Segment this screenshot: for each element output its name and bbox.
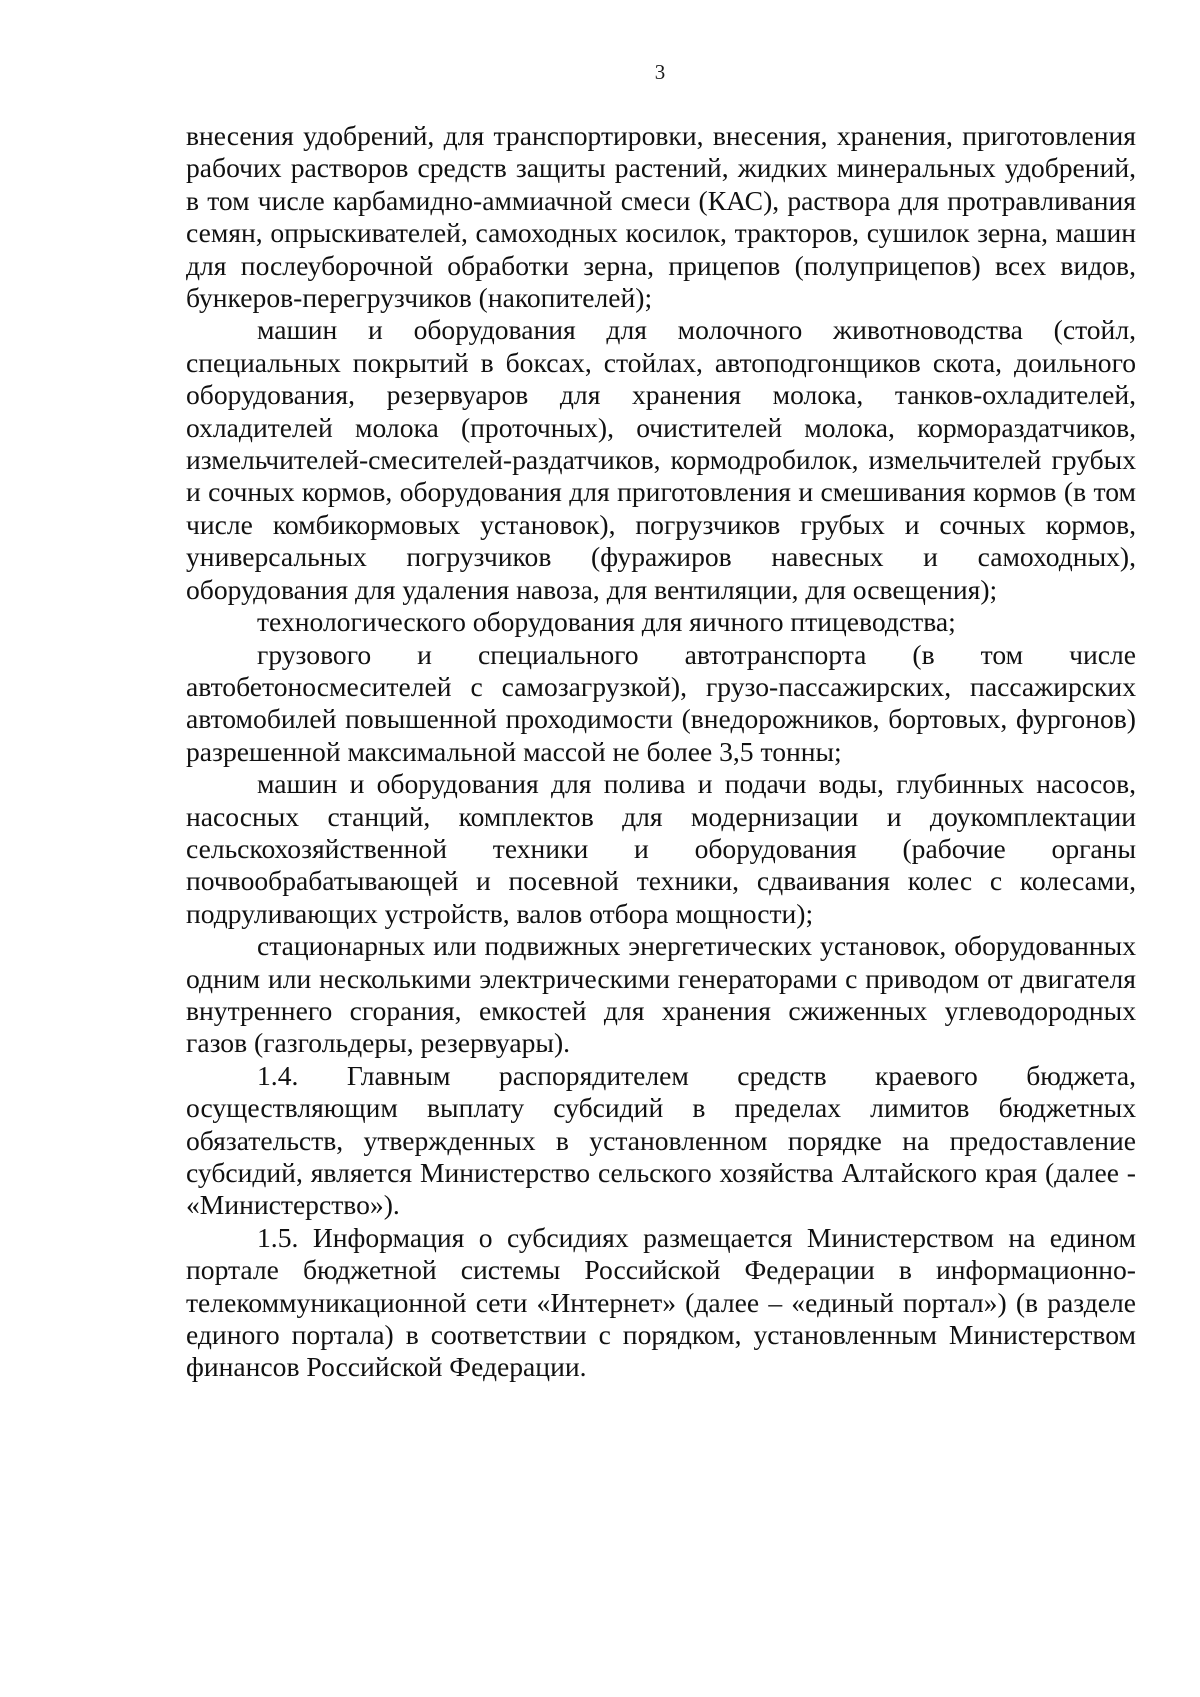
paragraph: грузового и специального автотранспорта (в том числе автобетоносмесителей с самозагрузкой), грузо-пассажирских, пассажирских автомобилей повышенной проходимости (внедорожников, бортовых, фургонов) разрешенной максимальной массой не более 3,5 тонны; [186, 638, 1136, 767]
paragraph-section-1-4: 1.4. Главным распорядителем средств краевого бюджета, осуществляющим выплату субсидий в пределах лимитов бюджетных обязательств, утвержденных в установленном порядке на предоставление субсидий, является Министерство сельского хозяйства Алтайского края (далее - «Министерство»). [186, 1059, 1136, 1221]
page-number: 3 [654, 60, 666, 84]
document-body [186, 120, 1136, 1384]
paragraph: машин и оборудования для полива и подачи воды, глубинных насосов, насосных станций, комплектов для модернизации и доукомплектации сельскохозяйственной техники и оборудования (рабочие органы почвообрабатывающей и посевной техники, сдваивания колес с колесами, подруливающих устройств, валов отбора мощности); [186, 768, 1136, 929]
paragraph: внесения удобрений, для транспортировки, внесения, хранения, приготовления рабочих растворов средств защиты растений, жидких минеральных удобрений, в том числе карбамидно-аммиачной смеси (КАС), раствора для протравливания семян, опрыскивателей, самоходных косилок, тракторов, сушилок зерна, машин для послеуборочной обработки зерна, прицепов (полуприцепов) всех видов, бункеров-перегрузчиков (накопителей); [186, 120, 1136, 314]
paragraph-section-1-5: 1.5. Информация о субсидиях размещается Министерством на едином портале бюджетной системы Российской Федерации в информационно-телекоммуникационной сети «Интернет» (далее – «единый портал») (в разделе единого портала) в соответствии с порядком, установленным Министерством финансов Российской Федерации. [186, 1221, 1136, 1383]
paragraph: технологического оборудования для яичного птицеводства; [257, 606, 956, 638]
paragraph: машин и оборудования для молочного животноводства (стойл, специальных покрытий в боксах, стойлах, автоподгонщиков скота, доильного оборудования, резервуаров для хранения молока, танков-охладителей, охладителей молока (проточных), очистителей молока, кормораздатчиков, измельчителей-смесителей-раздатчиков, кормодробилок, измельчителей грубых и сочных кормов, оборудования для приготовления и смешивания кормов (в том числе комбикормовых установок), погрузчиков грубых и сочных кормов, универсальных погрузчиков (фуражиров навесных и самоходных), оборудования для удаления навоза, для вентиляции, для освещения); [186, 314, 1136, 605]
paragraph: стационарных или подвижных энергетических установок, оборудованных одним или несколькими электрическими генераторами с приводом от двигателя внутреннего сгорания, емкостей для хранения сжиженных углеводородных газов (газгольдеры, резервуары). [186, 930, 1136, 1059]
